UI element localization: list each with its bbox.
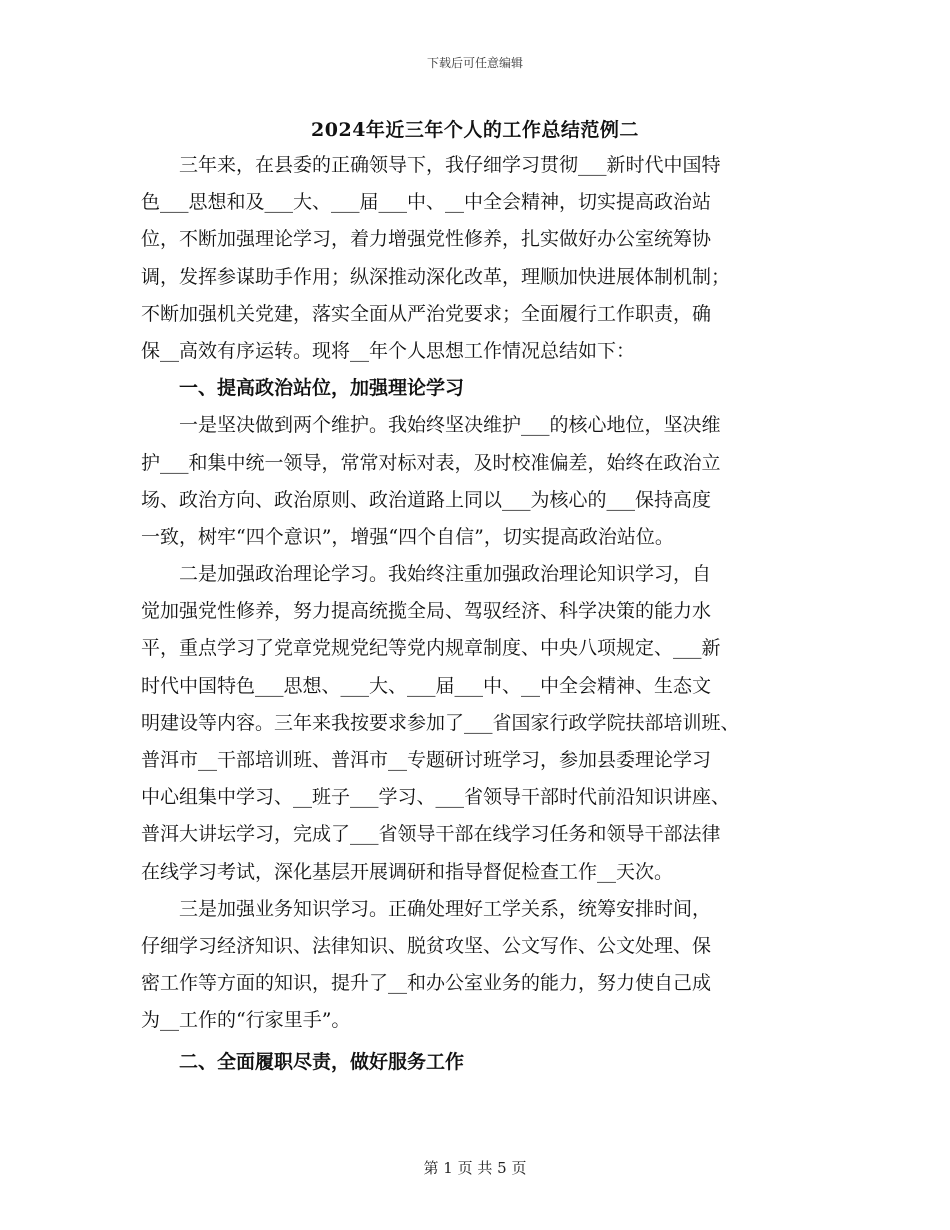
paragraph-line: 觉加强党性修养，努力提高统揽全局、驾驭经济、科学决策的能力水 [141,600,712,623]
paragraph-line: 普洱市__干部培训班、普洱市__专题研讨班学习，参加县委理论学习 [141,749,712,771]
paragraph-line: 仔细学习经济知识、法律知识、脱贫攻坚、公文写作、公文处理、保 [141,934,712,957]
paragraph-line: 位，不断加强理论学习，着力增强党性修养，扎实做好办公室统筹协 [141,228,712,251]
paragraph-line: 一致，树牢“四个意识”，增强“四个自信”，切实提高政治站位。 [141,525,674,548]
paragraph-line: 平，重点学习了党章党规党纪等党内规章制度、中央八项规定、___新 [141,637,721,660]
paragraph-line: 色___思想和及___大、___届___中、__中全会精神，切实提高政治站 [141,191,712,214]
paragraph-line: 保__高效有序运转。现将__年个人思想工作情况总结如下： [141,339,636,362]
paragraph-line: 时代中国特色___思想、___大、___届___中、__中全会精神、生态文 [141,674,712,697]
page-number: 第 1 页 共 5 页 [423,1159,527,1177]
page-header: 下载后可任意编辑 [426,56,523,70]
paragraph-line: 在线学习考试，深化基层开展调研和指导督促检查工作__天次。 [141,860,674,883]
paragraph-line: 护___和集中统一领导，常常对标对表，及时校准偏差，始终在政治立 [141,451,721,474]
paragraph-line: 不断加强机关党建，落实全面从严治党要求；全面履行工作职责，确 [141,302,712,325]
paragraph-line: 明建设等内容。三年来我按要求参加了___省国家行政学院扶部培训班、 [141,711,740,734]
paragraph-line: 三年来，在县委的正确领导下，我仔细学习贯彻___新时代中国特 [141,154,721,176]
paragraph-line: 普洱大讲坛学习，完成了___省领导干部在线学习任务和领导干部法律 [141,823,721,846]
section-heading: 二、全面履职尽责，做好服务工作 [141,1051,465,1074]
document-body [141,147,813,1082]
paragraph-line: 二是加强政治理论学习。我始终注重加强政治理论知识学习，自 [141,563,712,586]
document-title: 2024年近三年个人的工作总结范例二 [311,119,639,141]
paragraph-line: 三是加强业务知识学习。正确处理好工学关系，统筹安排时间， [141,897,712,920]
paragraph-line: 调，发挥参谋助手作用；纵深推动深化改革，理顺加快进展体制机制； [141,265,731,288]
paragraph-line: 一是坚决做到两个维护。我始终坚决维护___的核心地位，坚决维 [141,414,721,437]
paragraph-line: 为__工作的“行家里手”。 [141,1009,351,1032]
paragraph-line: 中心组集中学习、__班子___学习、___省领导干部时代前沿知识讲座、 [141,786,731,809]
paragraph-line: 场、政治方向、政治原则、政治道路上同以___为核心的___保持高度 [141,488,712,511]
section-heading: 一、提高政治站位，加强理论学习 [141,377,465,400]
paragraph-line: 密工作等方面的知识，提升了__和办公室业务的能力，努力使自己成 [141,972,712,995]
